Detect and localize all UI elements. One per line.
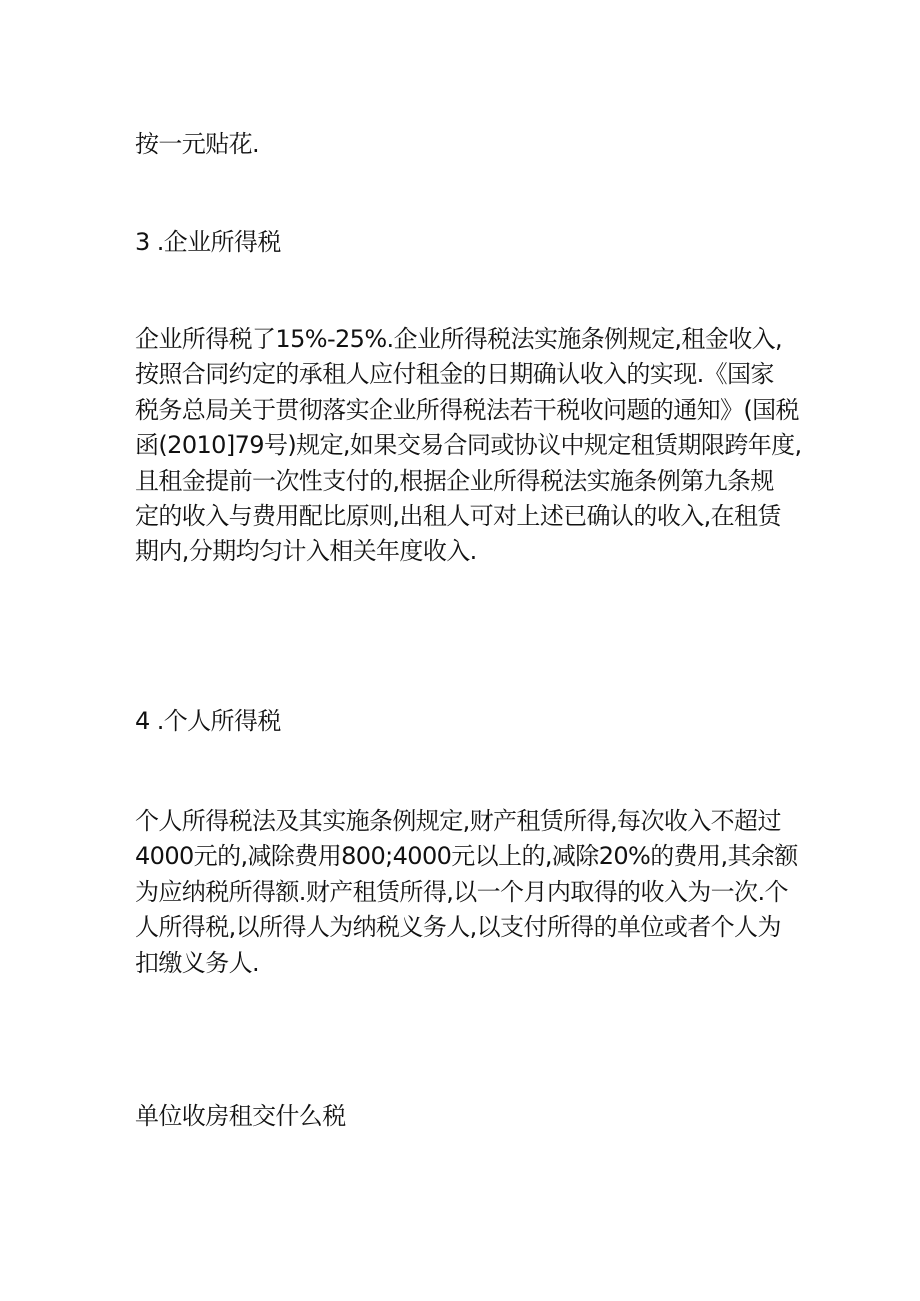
- paragraph-line: 企业所得税了15%-25%.企业所得税法实施条例规定,租金收入,: [135, 325, 783, 353]
- intro-line: 按一元贴花.: [135, 130, 260, 158]
- paragraph-line: 且租金提前一次性支付的,根据企业所得税法实施条例第九条规: [135, 466, 774, 495]
- paragraph-line: 定的收入与费用配比原则,出租人可对上述已确认的收入,在租赁: [135, 502, 781, 531]
- paragraph-line: 函(2010]79号)规定,如果交易合同或协议中规定租赁期限跨年度,: [135, 431, 802, 460]
- personal-income-tax-paragraph: [135, 804, 798, 981]
- paragraph-line: 按照合同约定的承租人应付租金的日期确认收入的实现.《国家: [135, 360, 774, 389]
- paragraph-line: 扣缴义务人.: [135, 948, 260, 977]
- section-heading-personal-income-tax: 4 .个人所得税: [135, 707, 281, 735]
- paragraph-line: 为应纳税所得额.财产租赁所得,以一个月内取得的收入为一次.个: [135, 877, 788, 906]
- section-heading-rental-tax: 单位收房租交什么税: [135, 1102, 346, 1130]
- paragraph-line: 人所得税,以所得人为纳税义务人,以支付所得的单位或者个人为: [135, 913, 781, 942]
- paragraph-line: 个人所得税法及其实施条例规定,财产租赁所得,每次收入不超过: [135, 807, 781, 835]
- section-heading-corporate-income-tax: 3 .企业所得税: [135, 228, 281, 256]
- paragraph-line: 税务总局关于贯彻落实企业所得税法若干税收问题的通知》(国税: [135, 395, 799, 424]
- paragraph-line: 4000元的,减除费用800;4000元以上的,减除20%的费用,其余额: [135, 842, 798, 871]
- corporate-income-tax-paragraph: [135, 322, 802, 570]
- paragraph-line: 期内,分期均匀计入相关年度收入.: [135, 537, 477, 566]
